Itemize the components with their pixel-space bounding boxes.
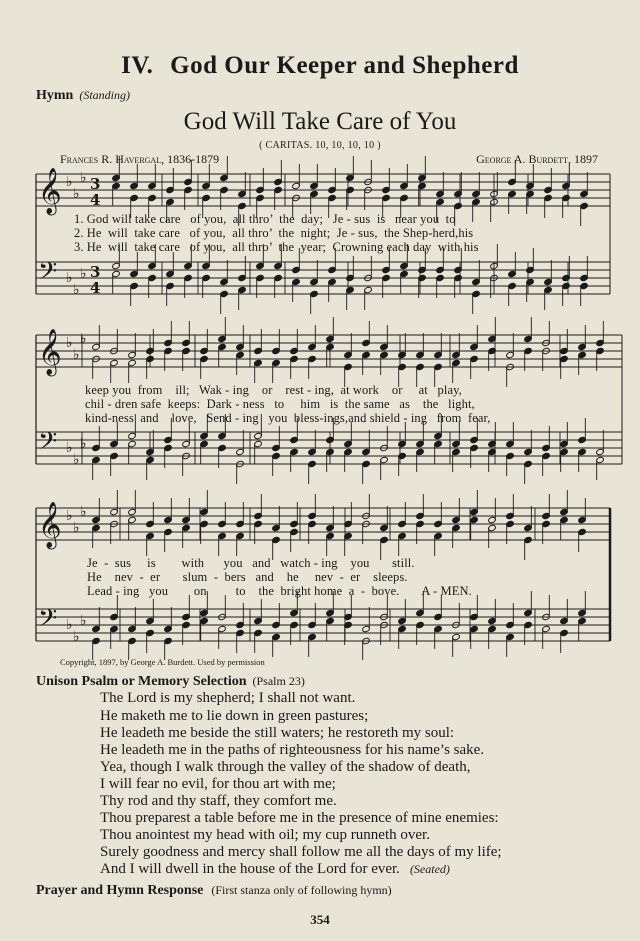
flat-sign: ♭: [73, 186, 80, 202]
flat-sign: ♭: [80, 613, 87, 629]
psalm-heading-text: Unison Psalm or Memory Selection: [36, 674, 247, 689]
lyric-line: 3. He will take care of you, all thro’ the year; Crowning each day with his: [74, 240, 479, 254]
flat-sign: ♭: [73, 520, 80, 536]
flat-sign: ♭: [73, 629, 80, 645]
psalm-line: He maketh me to lie down in green pastures;: [100, 708, 369, 724]
flat-sign: ♭: [66, 270, 73, 286]
psalm-reference: (Psalm 23): [252, 674, 305, 688]
treble-clef: 𝄞: [38, 168, 62, 214]
treble-clef: 𝄞: [38, 329, 62, 375]
bass-clef: 𝄢: [38, 427, 58, 462]
psalm-line: I will fear no evil, for thou art with me;: [100, 776, 336, 792]
hymn-title: God Will Take Care of You: [183, 108, 457, 135]
tune-name: ( CARITAS. 10, 10, 10, 10 ): [259, 140, 381, 151]
lyric-line: keep you from ill; Wak - ing or rest - ing, at work or at play,: [85, 383, 462, 397]
seated-note: (Seated): [409, 862, 450, 876]
flat-sign: ♭: [73, 282, 80, 298]
time-signature: 3: [90, 175, 101, 193]
bass-clef: 𝄢: [38, 604, 58, 639]
flat-sign: ♭: [73, 347, 80, 363]
author: Frances R. Havergal, 1836-1879: [60, 152, 220, 166]
psalm-line: He leadeth me in the paths of righteousness for his name’s sake.: [100, 742, 485, 758]
flat-sign: ♭: [80, 266, 87, 282]
psalm-line: The Lord is my shepherd; I shall not want.: [100, 690, 356, 706]
flat-sign: ♭: [66, 174, 73, 190]
lyric-line: 1. God will take care of you, all thro’ the day; Je - sus is near you to: [74, 212, 456, 226]
lyric-line: 2. He will take care of you, all thro’ the night; Je - sus, the Shep-herd,his: [74, 226, 474, 240]
psalm-line: Thy rod and thy staff, they comfort me.: [100, 793, 337, 809]
lyric-line: chil - dren safe keeps: Dark - ness to him is the same as the light,: [85, 397, 475, 411]
psalm-line: He leadeth me beside the still waters; he restoreth my soul:: [100, 725, 455, 741]
psalm-line: Surely goodness and mercy shall follow me all the days of my life;: [100, 844, 502, 860]
flat-sign: ♭: [80, 436, 87, 452]
psalm-line: Yea, though I walk through the valley of the shadow of death,: [100, 759, 471, 775]
prayer-heading-text: Prayer and Hymn Response: [36, 883, 204, 898]
lyric-line: Lead - ing you on to the bright home a - bove. A - MEN.: [87, 584, 472, 598]
prayer-heading: [36, 883, 392, 899]
psalm-line-last: [100, 861, 450, 878]
flat-sign: ♭: [73, 452, 80, 468]
section-name: God Our Keeper and Shepherd: [170, 52, 519, 79]
flat-sign: ♭: [80, 170, 87, 186]
time-signature: 4: [90, 279, 101, 297]
hymn-posture: (Standing): [79, 88, 131, 102]
prayer-note: (First stanza only of following hymn): [211, 883, 392, 897]
flat-sign: ♭: [66, 617, 73, 633]
bass-clef: 𝄢: [38, 257, 58, 292]
composer: George A. Burdett, 1897: [476, 152, 598, 166]
copyright: Copyright, 1897, by George A. Burdett. Used by permission: [60, 657, 265, 667]
flat-sign: ♭: [66, 335, 73, 351]
treble-clef: 𝄞: [38, 502, 62, 548]
flat-sign: ♭: [80, 504, 87, 520]
psalm-heading: [36, 674, 305, 690]
lyric-line: He nev - er slum - bers and he nev - er sleeps.: [87, 570, 408, 584]
lyric-line: kind-ness and love, Send - ing you bless-ings,and shield - ing from fear,: [85, 411, 491, 425]
hymn-label-text: Hymn: [36, 88, 74, 103]
psalm-line: Thou preparest a table before me in the presence of mine enemies:: [100, 810, 499, 826]
psalm-line-text: And I will dwell in the house of the Lord for ever.: [100, 861, 400, 877]
psalm-line: Thou anointest my head with oil; my cup runneth over.: [100, 827, 430, 843]
flat-sign: ♭: [80, 331, 87, 347]
page-number: 354: [310, 912, 330, 927]
lyric-line: Je - sus is with you and watch - ing you still.: [87, 556, 415, 570]
flat-sign: ♭: [66, 508, 73, 524]
time-signature: 3: [90, 263, 101, 281]
time-signature: 4: [90, 191, 101, 209]
section-number: IV.: [121, 52, 154, 79]
flat-sign: ♭: [66, 440, 73, 456]
